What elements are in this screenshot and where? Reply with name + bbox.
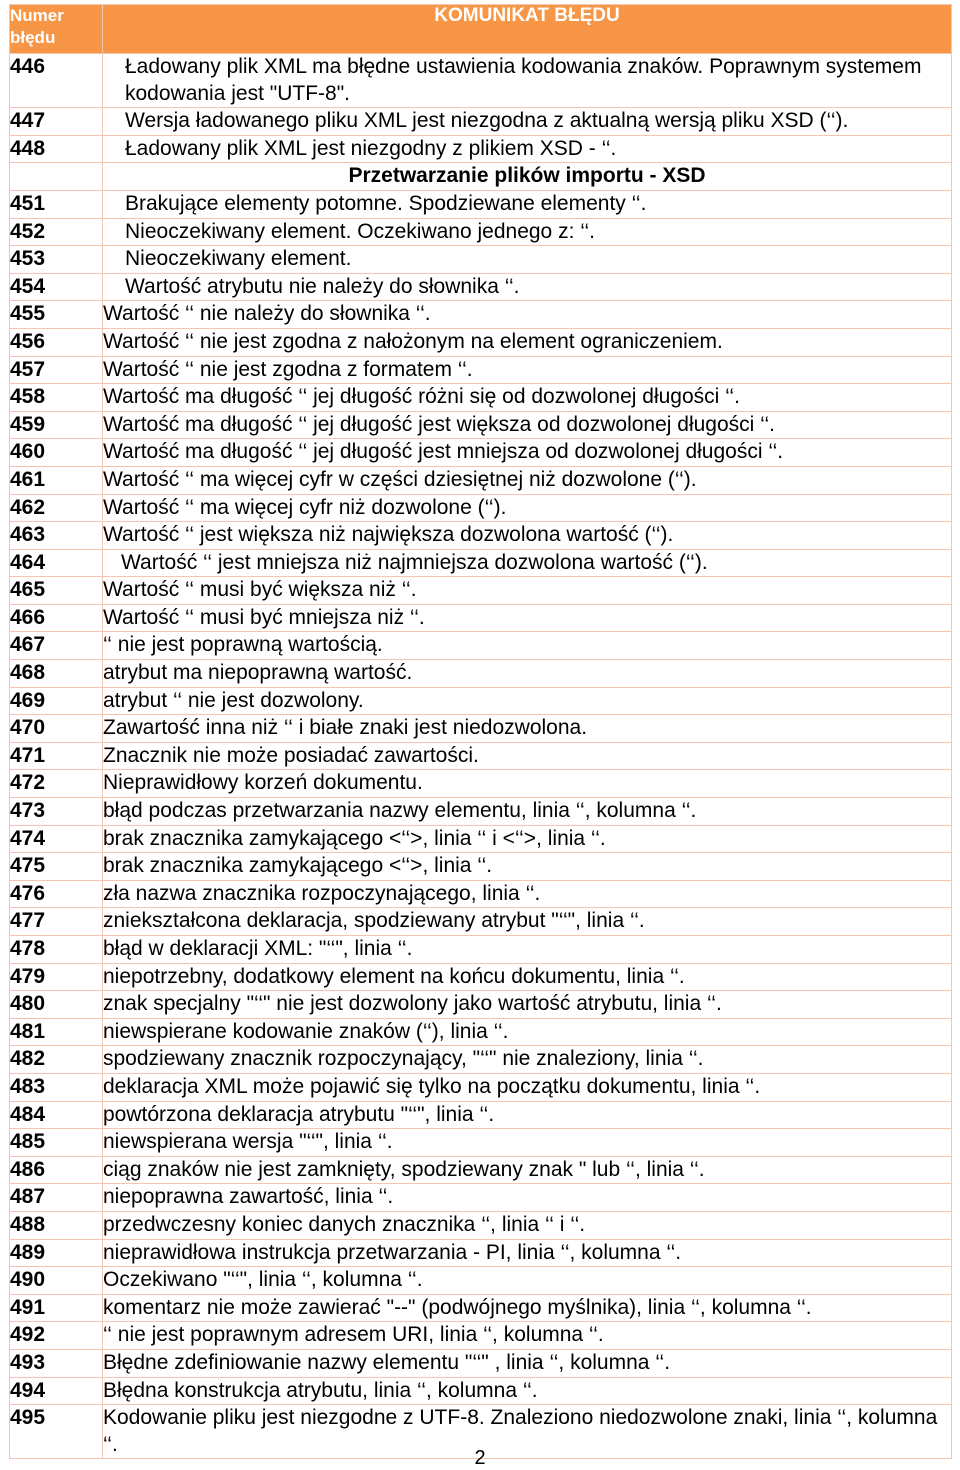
error-message: Nieoczekiwany element. Oczekiwano jednego z: ‘‘. — [103, 218, 952, 246]
table-row — [10, 991, 952, 1019]
error-message: zniekształcona deklaracja, spodziewany atrybut "‘‘", linia ‘‘. — [103, 908, 952, 936]
header-error-message: KOMUNIKAT BŁĘDU — [103, 5, 952, 54]
error-message: błąd w deklaracji XML: "‘‘", linia ‘‘. — [103, 936, 952, 964]
table-row — [10, 604, 952, 632]
error-message: atrybut ‘‘ nie jest dozwolony. — [103, 687, 952, 715]
error-message: Wartość ‘‘ nie jest zgodna z nałożonym na element ograniczeniem. — [103, 328, 952, 356]
error-message: zła nazwa znacznika rozpoczynającego, linia ‘‘. — [103, 880, 952, 908]
table-row — [10, 1294, 952, 1322]
table-row — [10, 356, 952, 384]
error-number: 455 — [10, 301, 103, 329]
table-row — [10, 384, 952, 412]
error-message: brak znacznika zamykającego <‘‘>, linia ‘‘ i <‘‘>, linia ‘‘. — [103, 825, 952, 853]
error-message: znak specjalny "‘‘" nie jest dozwolony jako wartość atrybutu, linia ‘‘. — [103, 991, 952, 1019]
error-message: Wartość ma długość ‘‘ jej długość jest mniejsza od dozwolonej długości ‘‘. — [103, 439, 952, 467]
error-message: komentarz nie może zawierać "--" (podwójnego myślnika), linia ‘‘, kolumna ‘‘. — [103, 1294, 952, 1322]
error-message: Wartość ‘‘ ma więcej cyfr niż dozwolone (‘‘). — [103, 494, 952, 522]
table-row — [10, 825, 952, 853]
error-message: niewspierana wersja "‘‘", linia ‘‘. — [103, 1129, 952, 1157]
header-error-number: Numer błędu — [10, 5, 103, 54]
error-number: 486 — [10, 1156, 103, 1184]
table-row — [10, 273, 952, 301]
table-row — [10, 1046, 952, 1074]
table-row — [10, 190, 952, 218]
error-message: Ładowany plik XML ma błędne ustawienia kodowania znaków. Poprawnym systemem kodowania jest "UTF-8". — [103, 54, 952, 108]
error-number: 488 — [10, 1211, 103, 1239]
error-number: 446 — [10, 54, 103, 108]
error-message: Błędne zdefiniowanie nazwy elementu "‘‘" , linia ‘‘, kolumna ‘‘. — [103, 1349, 952, 1377]
table-row — [10, 1322, 952, 1350]
error-message: ‘‘ nie jest poprawną wartością. — [103, 632, 952, 660]
error-number: 465 — [10, 577, 103, 605]
error-message: Oczekiwano "‘‘", linia ‘‘, kolumna ‘‘. — [103, 1267, 952, 1295]
error-number: 464 — [10, 549, 103, 577]
error-number: 457 — [10, 356, 103, 384]
error-message: niepotrzebny, dodatkowy element na końcu dokumentu, linia ‘‘. — [103, 963, 952, 991]
error-number: 482 — [10, 1046, 103, 1074]
error-number: 485 — [10, 1129, 103, 1157]
error-number: 451 — [10, 190, 103, 218]
error-message: Wartość ‘‘ nie jest zgodna z formatem ‘‘. — [103, 356, 952, 384]
table-row — [10, 1156, 952, 1184]
table-row — [10, 1018, 952, 1046]
table-header-row — [10, 5, 952, 54]
section-title: Przetwarzanie plików importu - XSD — [103, 163, 952, 191]
error-message: nieprawidłowa instrukcja przetwarzania - PI, linia ‘‘, kolumna ‘‘. — [103, 1239, 952, 1267]
error-message: Wartość ‘‘ jest większa niż największa dozwolona wartość (‘‘). — [103, 522, 952, 550]
error-number: 483 — [10, 1073, 103, 1101]
error-message: spodziewany znacznik rozpoczynający, "‘‘" nie znaleziony, linia ‘‘. — [103, 1046, 952, 1074]
error-message: ‘‘ nie jest poprawnym adresem URI, linia ‘‘, kolumna ‘‘. — [103, 1322, 952, 1350]
page-number: 2 — [474, 1447, 486, 1469]
table-row — [10, 549, 952, 577]
error-message: Wartość ‘‘ ma więcej cyfr w części dziesiętnej niż dozwolone (‘‘). — [103, 466, 952, 494]
table-row — [10, 1211, 952, 1239]
error-number: 476 — [10, 880, 103, 908]
table-row — [10, 1349, 952, 1377]
table-row — [10, 963, 952, 991]
error-number: 475 — [10, 853, 103, 881]
table-row — [10, 1073, 952, 1101]
error-number: 489 — [10, 1239, 103, 1267]
error-number: 484 — [10, 1101, 103, 1129]
error-number: 491 — [10, 1294, 103, 1322]
error-message: Wartość ‘‘ nie należy do słownika ‘‘. — [103, 301, 952, 329]
table-row — [10, 770, 952, 798]
xsd-rows — [10, 190, 952, 1458]
table-row — [10, 632, 952, 660]
table-row — [10, 687, 952, 715]
error-message: Wersja ładowanego pliku XML jest niezgodna z aktualną wersją pliku XSD (‘‘). — [103, 108, 952, 136]
error-message: Wartość ‘‘ musi być większa niż ‘‘. — [103, 577, 952, 605]
table-row — [10, 853, 952, 881]
error-number: 468 — [10, 660, 103, 688]
error-number: 466 — [10, 604, 103, 632]
table-row — [10, 1239, 952, 1267]
error-number: 480 — [10, 991, 103, 1019]
table-row — [10, 494, 952, 522]
table-row — [10, 742, 952, 770]
error-number: 495 — [10, 1405, 103, 1459]
error-number: 494 — [10, 1377, 103, 1405]
error-number: 477 — [10, 908, 103, 936]
error-number: 463 — [10, 522, 103, 550]
table-row — [10, 54, 952, 108]
error-number: 490 — [10, 1267, 103, 1295]
error-number: 456 — [10, 328, 103, 356]
table-row — [10, 1129, 952, 1157]
error-number: 448 — [10, 135, 103, 163]
error-number: 492 — [10, 1322, 103, 1350]
error-number: 453 — [10, 246, 103, 274]
table-row — [10, 1184, 952, 1212]
table-row — [10, 936, 952, 964]
error-number: 458 — [10, 384, 103, 412]
error-message: Nieprawidłowy korzeń dokumentu. — [103, 770, 952, 798]
table-row — [10, 715, 952, 743]
error-number: 469 — [10, 687, 103, 715]
error-number: 478 — [10, 936, 103, 964]
error-message: ciąg znaków nie jest zamknięty, spodziewany znak " lub ‘‘, linia ‘‘. — [103, 1156, 952, 1184]
table-row — [10, 880, 952, 908]
error-number: 459 — [10, 411, 103, 439]
top-rows — [10, 54, 952, 163]
error-number: 467 — [10, 632, 103, 660]
table-row — [10, 135, 952, 163]
error-message: niewspierane kodowanie znaków (‘‘), linia ‘‘. — [103, 1018, 952, 1046]
error-message: Znacznik nie może posiadać zawartości. — [103, 742, 952, 770]
error-number: 474 — [10, 825, 103, 853]
error-number: 460 — [10, 439, 103, 467]
error-message: brak znacznika zamykającego <‘‘>, linia ‘‘. — [103, 853, 952, 881]
error-message: Wartość atrybutu nie należy do słownika ‘‘. — [103, 273, 952, 301]
error-message: przedwczesny koniec danych znacznika ‘‘, linia ‘‘ i ‘‘. — [103, 1211, 952, 1239]
table-row — [10, 301, 952, 329]
error-message: Błędna konstrukcja atrybutu, linia ‘‘, kolumna ‘‘. — [103, 1377, 952, 1405]
error-number: 493 — [10, 1349, 103, 1377]
error-number: 447 — [10, 108, 103, 136]
error-number: 471 — [10, 742, 103, 770]
error-number: 470 — [10, 715, 103, 743]
table-row — [10, 660, 952, 688]
error-message: atrybut ma niepoprawną wartość. — [103, 660, 952, 688]
error-message: Ładowany plik XML jest niezgodny z plikiem XSD - ‘‘. — [103, 135, 952, 163]
table-row — [10, 108, 952, 136]
error-message: niepoprawna zawartość, linia ‘‘. — [103, 1184, 952, 1212]
table-row — [10, 1101, 952, 1129]
table-row — [10, 218, 952, 246]
table-row — [10, 522, 952, 550]
error-message: deklaracja XML może pojawić się tylko na początku dokumentu, linia ‘‘. — [103, 1073, 952, 1101]
error-message: Wartość ma długość ‘‘ jej długość różni się od dozwolonej długości ‘‘. — [103, 384, 952, 412]
error-number: 462 — [10, 494, 103, 522]
table-row — [10, 246, 952, 274]
error-message: Brakujące elementy potomne. Spodziewane elementy ‘‘. — [103, 190, 952, 218]
error-number: 487 — [10, 1184, 103, 1212]
error-number: 481 — [10, 1018, 103, 1046]
error-message: Nieoczekiwany element. — [103, 246, 952, 274]
error-number: 452 — [10, 218, 103, 246]
error-message: Zawartość inna niż ‘‘ i białe znaki jest niedozwolona. — [103, 715, 952, 743]
table-row — [10, 1267, 952, 1295]
error-message: błąd podczas przetwarzania nazwy elementu, linia ‘‘, kolumna ‘‘. — [103, 798, 952, 826]
section-header — [10, 163, 952, 191]
table-row — [10, 1377, 952, 1405]
table-row — [10, 577, 952, 605]
section-spacer — [10, 163, 103, 191]
error-number: 454 — [10, 273, 103, 301]
error-number: 479 — [10, 963, 103, 991]
table-row — [10, 411, 952, 439]
error-message: powtórzona deklaracja atrybutu "‘‘", linia ‘‘. — [103, 1101, 952, 1129]
error-message: Wartość ‘‘ jest mniejsza niż najmniejsza dozwolona wartość (‘‘). — [103, 549, 952, 577]
error-number: 461 — [10, 466, 103, 494]
error-number: 473 — [10, 798, 103, 826]
error-message: Wartość ma długość ‘‘ jej długość jest większa od dozwolonej długości ‘‘. — [103, 411, 952, 439]
error-message: Kodowanie pliku jest niezgodne z UTF-8. Znaleziono niedozwolone znaki, linia ‘‘, kolumna ‘‘. — [103, 1405, 952, 1459]
table-row — [10, 439, 952, 467]
error-number: 472 — [10, 770, 103, 798]
table-row — [10, 328, 952, 356]
table-row — [10, 908, 952, 936]
error-codes-table — [9, 4, 952, 1459]
error-message: Wartość ‘‘ musi być mniejsza niż ‘‘. — [103, 604, 952, 632]
table-row — [10, 798, 952, 826]
section-row — [10, 163, 952, 191]
table-row — [10, 466, 952, 494]
